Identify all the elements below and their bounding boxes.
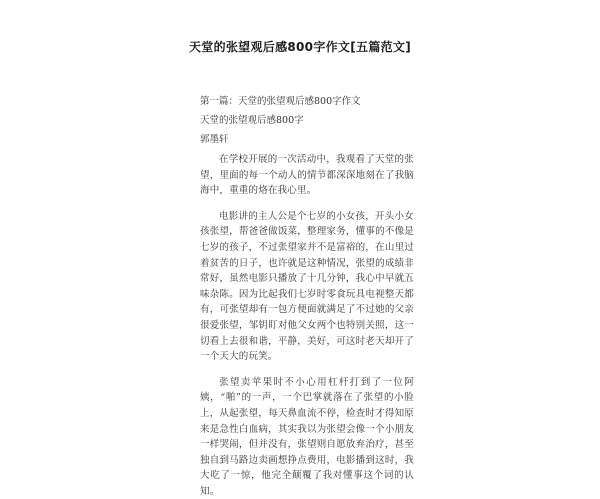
paragraph: 在学校开展的一次活动中，我观看了天堂的张望，里面的每一个动人的情节都深深地刻在了我脑海中，重重的烙在我心里。 (200, 154, 414, 197)
paragraph: 张望卖苹果时不小心用杠杆打到了一位阿姨，“啪”的一声，一个巴掌就落在了张望的小脸上，从起张望，每天鼻血流不停，检查时才得知原来是急性白血病，其实我以为张望会像一个小朋友一样哭闹，但并没有，张望则自愿放弃治疗，甚至独自到马路边卖画想挣点费用，电影播到这时，我大吃了一惊，他完全颠覆了我对懂事这个词的认知。 (200, 376, 414, 497)
paragraph: 电影讲的主人公是个七岁的小女孩，开头小女孩张望，帮爸爸做饭菜，整理家务，懂事的不像是七岁的孩子，不过张望家并不是富裕的，在山里过着贫苦的日子，也许就是这种情况，张望的成绩非常好，虽然电影只播放了十几分钟，我心中早就五味杂陈。因为比起我们七岁时零食玩具电视整天都有，可张望却有一包方便面就满足了不过她的父亲很爱张望，邹钥盯对他父女两个也特别关照，这一切看上去很和谐，平静，美好，可这时老天却开了一个天大的玩笑。 (200, 210, 414, 363)
author-name: 郭墨轩 (200, 134, 229, 145)
document-title: 天堂的张望观后感800字作文[五篇范文] (188, 40, 412, 54)
section-heading: 第一篇：天堂的张望观后感800字作文 (200, 96, 361, 107)
essay-subtitle: 天堂的张望观后感800字 (200, 115, 304, 126)
essay-body (200, 152, 414, 499)
